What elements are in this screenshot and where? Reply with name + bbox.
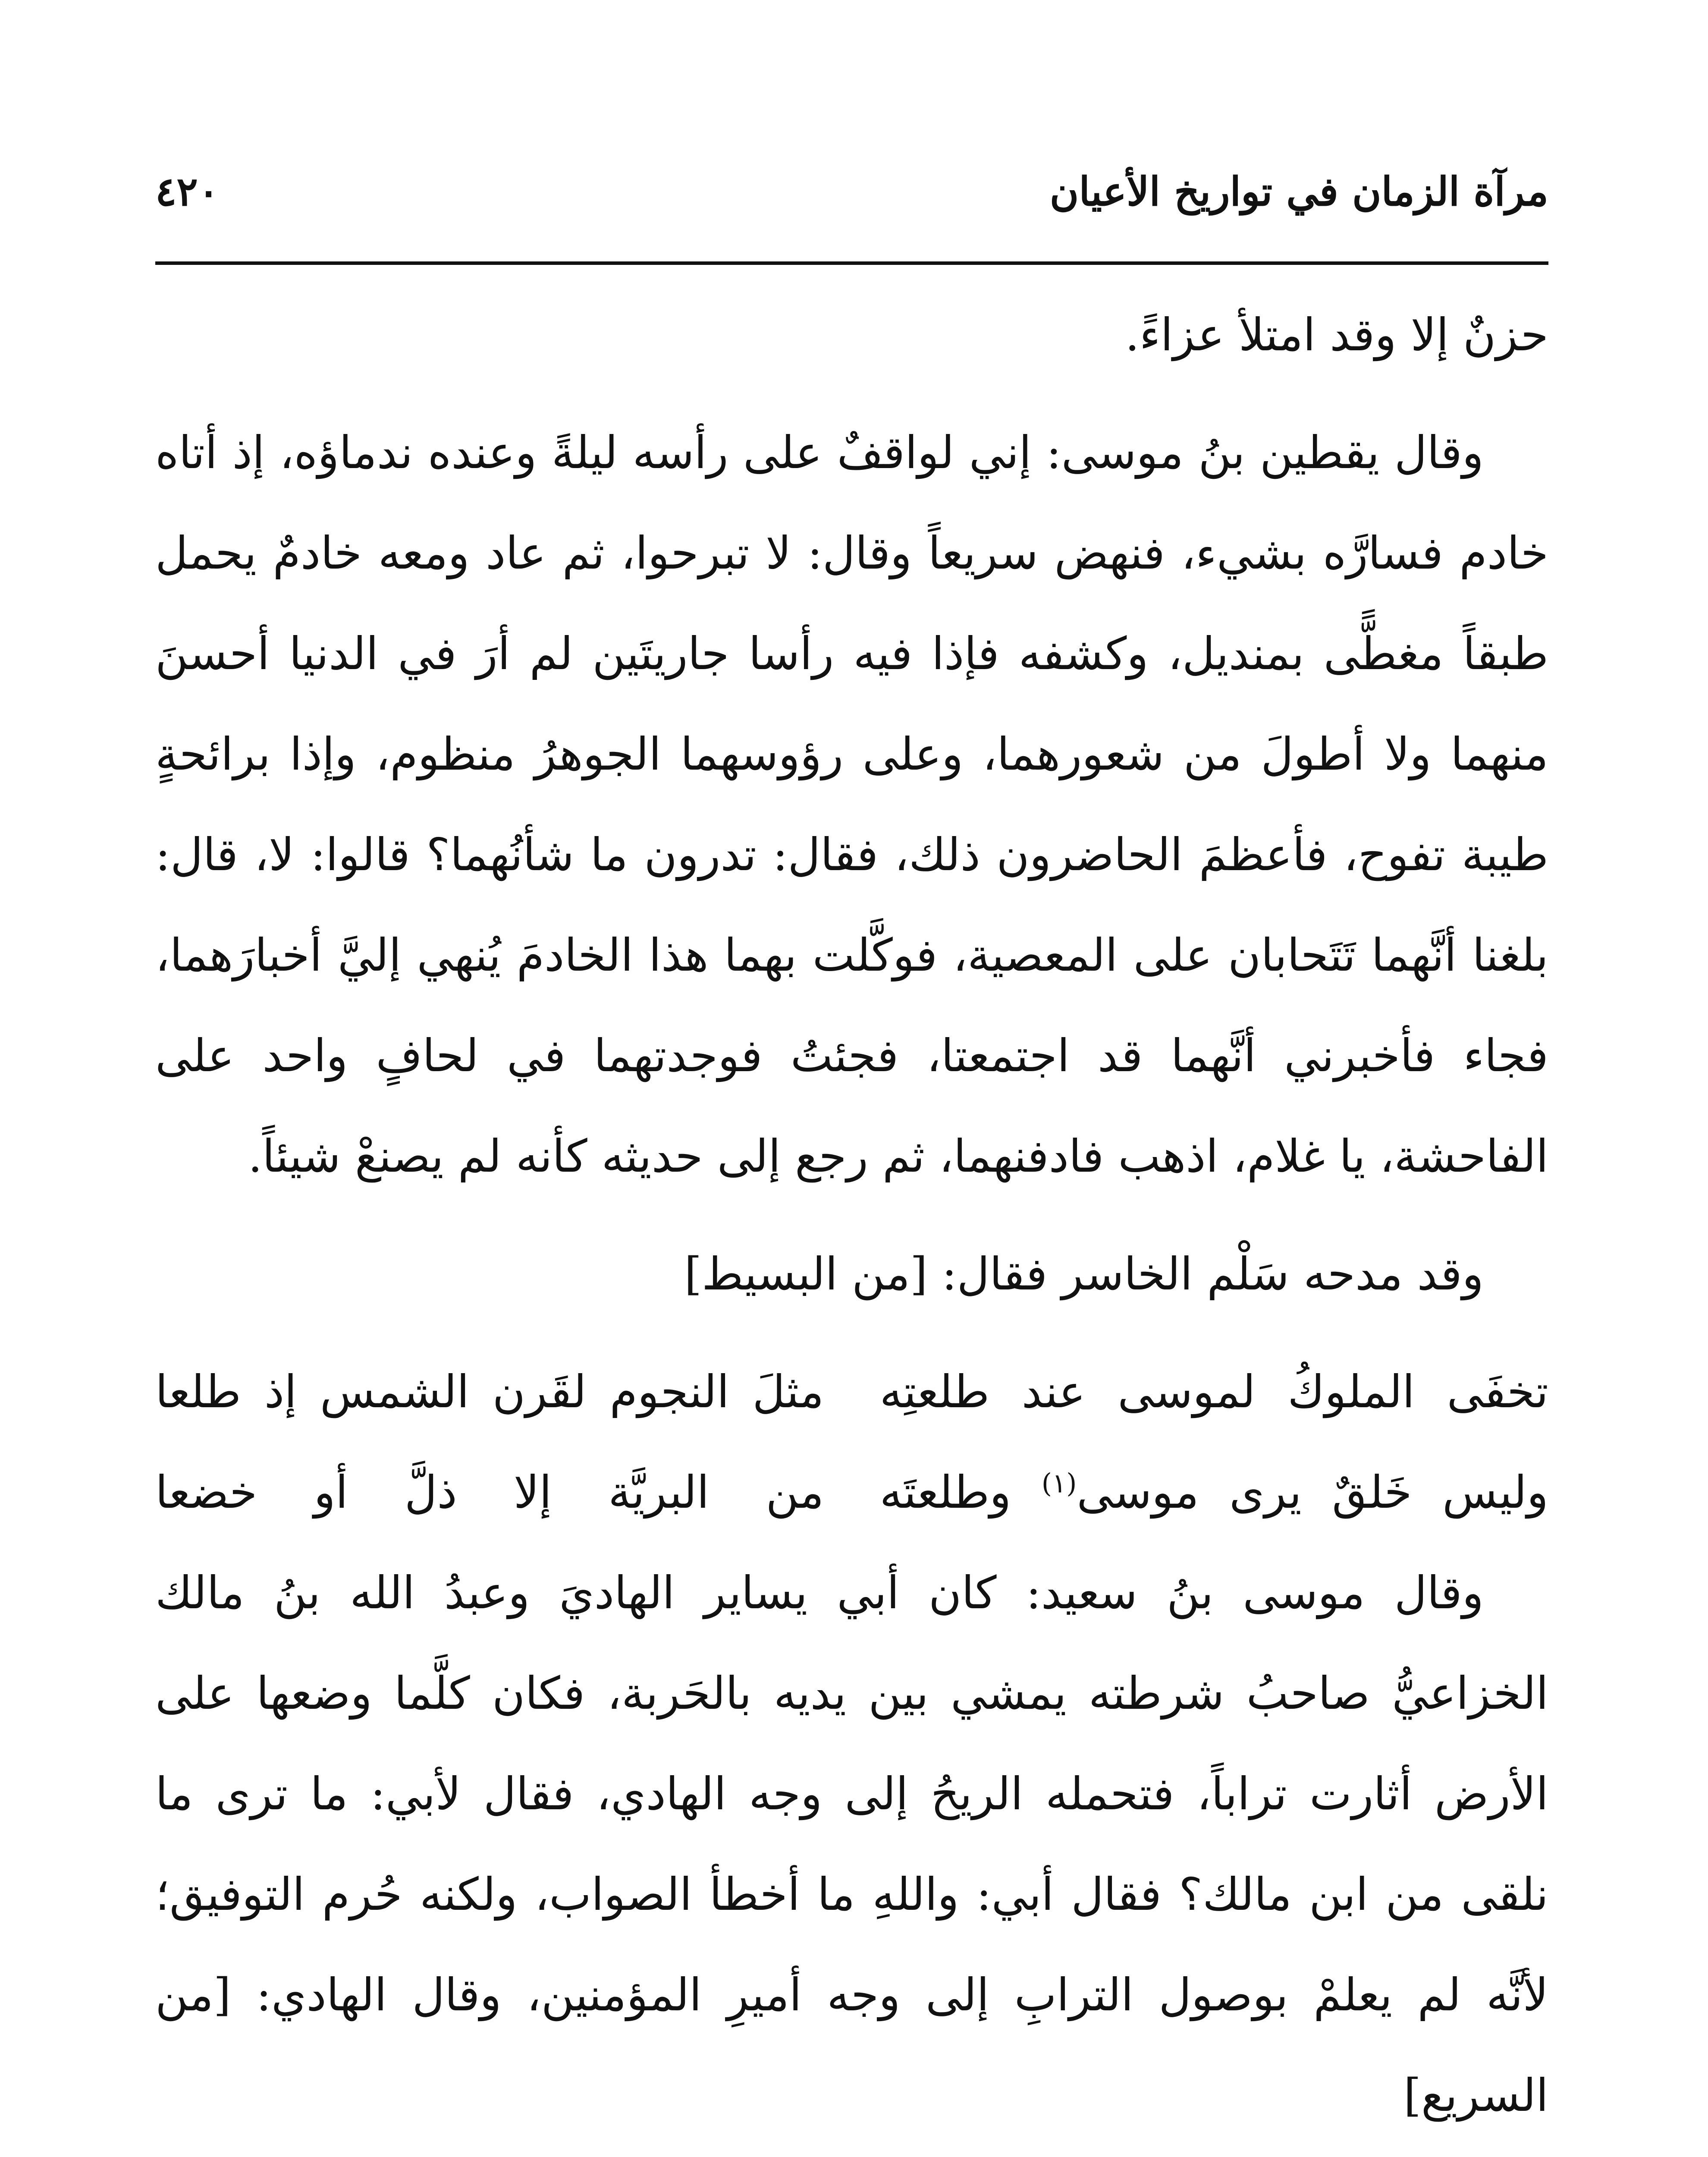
verse-1-line-2-tail: وطلعتَه [879,1466,1042,1519]
footnote-marker-1[interactable]: (١) [1041,1467,1077,1499]
paragraph-1: حزنٌ إلا وقد امتلأ عزاءً. [1125,308,1548,361]
verse-1-line-1-first-hemistich: تخفَى الملوكُ لموسى عند طلعتِه [879,1365,1548,1418]
page-number: ٤٢٠ [155,168,220,215]
verse-1-line-1 [155,1342,1548,1442]
paragraph-2: وقال يقطين بنُ موسى: إني لواقفٌ على رأسه ليلةً وعنده ندماؤه، إذ أتاه خادم فسارَّه بشيء، فنهض سريعاً وقال: لا تبرحوا، ثم عاد ومعه خادمٌ يحمل طبقاً مغطًّى بمنديل، وكشفه فإذا فيه رأسا جاريتَين لم أرَ في الدنيا أحسنَ منهما ولا أطولَ من شعورهما، وعلى رؤوسهما الجوهرُ منظوم، وإذا برائحةٍ طيبة تفوح، فأعظمَ الحاضرون ذلك، فقال: تدرون ما شأنُهما؟ قالوا: لا، قال: بلغنا أنَّهما تَتَحابان على المعصية، فوكَّلت بهما هذا الخادمَ يُنهي إليَّ أخبارَهما، فجاء فأخبرني أنَّهما قد اجتمعتا، فجئتُ فوجدتهما في لحافٍ واحد على الفاحشة، يا غلام، اذهب فادفنهما، ثم رجع إلى حديثه كأنه لم يصنعْ شيئاً. [155,426,1548,1182]
paragraph-4: وقال موسى بنُ سعيد: كان أبي يساير الهاديَ وعبدُ الله بنُ مالك الخزاعيُّ صاحبُ شرطته يمشي بين يديه بالحَربة، فكان كلَّما وضعها على الأرض أثارت تراباً، فتحمله الريحُ إلى وجه الهادي، فقال لأبي: ما ترى ما نلقى من ابن مالك؟ فقال أبي: واللهِ ما أخطأ الصواب، ولكنه حُرم التوفيق؛ لأنَّه لم يعلمْ بوصول الترابِ إلى وجه أميرِ المؤمنين، وقال الهادي: [من السريع] [155,1566,1548,2122]
verse-1-line-1-second-hemistich: مثلَ النجوم لقَرن الشمس إذ طلعا [155,1365,824,1418]
running-title: مرآة الزمان في تواريخ الأعيان [1049,168,1548,215]
page-header [155,160,1548,233]
body-text [155,285,1548,2157]
verse-1-line-2-text: وليس خَلقٌ يرى موسى [1077,1466,1548,1519]
verse-1-line-2-second-hemistich: من البريَّة إلا ذلَّ أو خضعا [155,1466,824,1519]
verse-1-line-2 [155,1442,1548,1543]
book-page [155,142,1548,2157]
header-rule [155,261,1548,265]
verse-1-line-2-first-hemistich [880,1442,1548,1543]
paragraph-3: وقد مدحه سَلْم الخاسر فقال: [من البسيط] [684,1248,1484,1300]
